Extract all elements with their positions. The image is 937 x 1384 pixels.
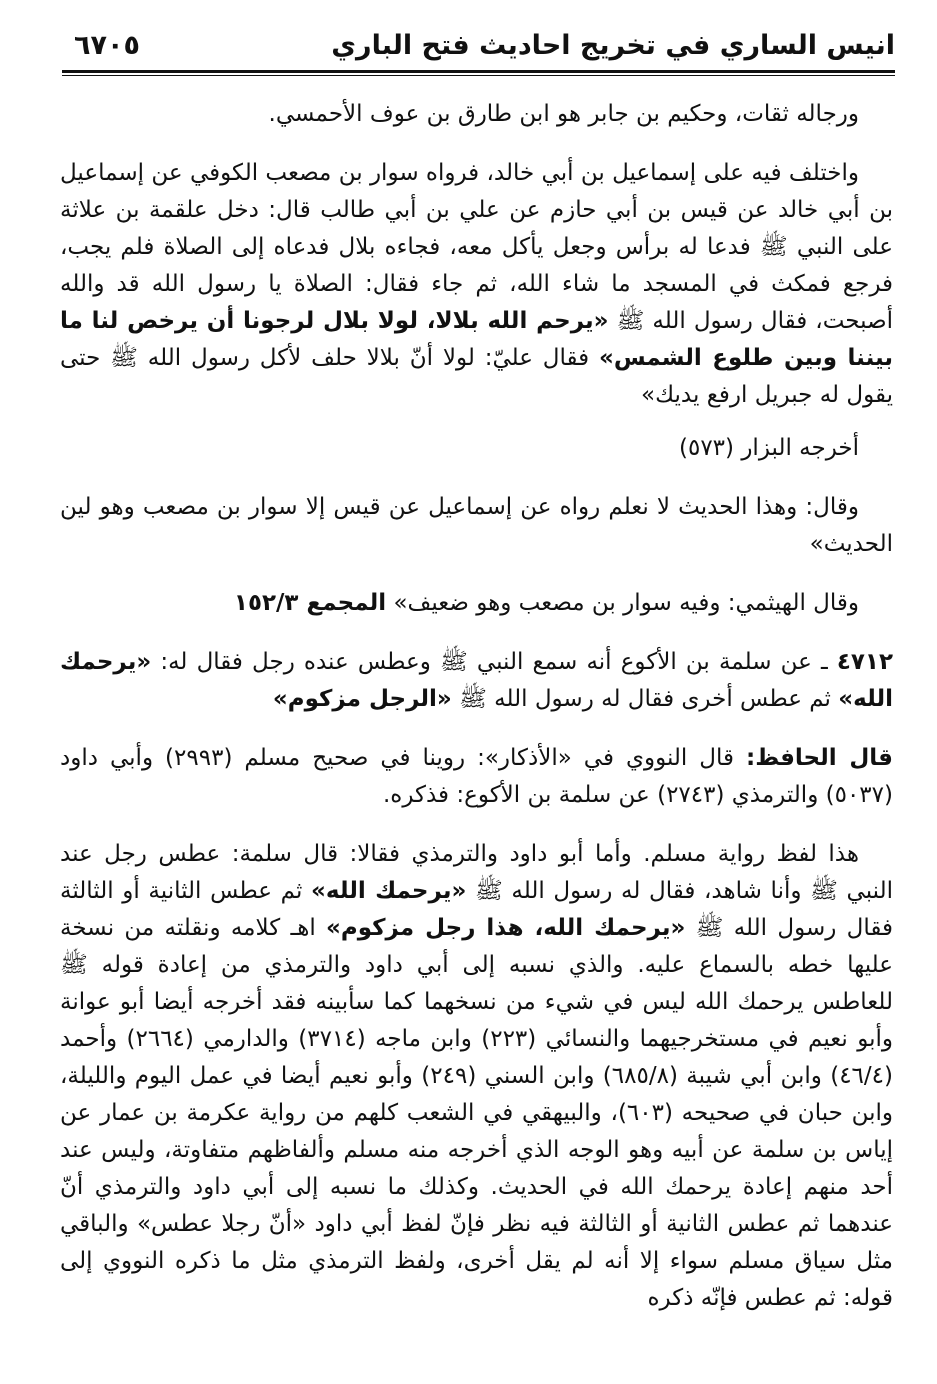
paragraph-text: قال النووي في «الأذكار»: روينا في صحيح مسلم (٢٩٩٣) وأبي داود (٥٠٣٧) والترمذي (٢٧٤٣) عن سلمة بن الأكوع: فذكره.: [60, 745, 893, 808]
paragraph-text: فقال عليّ: لولا أنّ بلالا حلف لأكل رسول الله ﷺ حتى يقول له جبريل ارفع يديك»: [60, 345, 893, 408]
paragraph-narrators: [60, 96, 893, 133]
header-divider: [62, 70, 895, 73]
paragraph-text: اهـ كلامه ونقلته من نسخة عليها خطه بالسماع عليه. والذي نسبه إلى أبي داود والترمذي من إعادة قوله ﷺ للعاطس يرحمك الله ليس في شيء من نسخهما كما سأبينه فقد أخرجه أيضا أبو عوانة وأبو نعيم في مستخرجيهما والنسائي (٢٢٣) وابن ماجه (٣٧١٤) والدارمي (٢٦٦٤) وأحمد (٤٦/٤) وابن أبي شيبة (٦٨٥/٨) وابن السني (٢٤٩) وأبو نعيم أيضا في عمل اليوم والليلة، وابن حبان في صحيحه (٦٠٣)، والبيهقي في الشعب كلهم من رواية عكرمة بن عمار عن إياس بن سلمة عن أبيه وهو الوجه الذي أخرجه منه مسلم وألفاظهم متفاوتة، وليس عند أحد منهم إعادة يرحمك الله في الحديث. وكذلك ما نسبه إلى أبي داود والترمذي أنّ عندهما ثم عطس الثانية أو الثالثة فيه نظر فإنّ لفظ أبي داود «أنّ رجلا عطس» والباقي مثل سياق مسلم سواء إلا أنه لم يقل أخرى، ولفظ الترمذي مثل ما ذكره النووي إلى قوله: ثم عطس فإنّه ذكره: [60, 915, 893, 1311]
citation-reference: المجمع ١٥٢/٣: [233, 590, 387, 616]
hadith-quote: «يرحمك الله»: [311, 878, 467, 904]
hadith-quote: «يرحمك الله، هذا رجل مزكوم»: [326, 915, 686, 941]
paragraph-text: هذا لفظ رواية مسلم. وأما أبو داود والترمذي فقالا: قال سلمة: عطس رجل عند النبي ﷺ وأنا شاهد، فقال له رسول الله ﷺ: [60, 841, 893, 904]
hadith-entry: [60, 644, 893, 718]
hadith-quote: «يرحمك الله»: [60, 649, 893, 712]
paragraph-text: وقال الهيثمي: وفيه سوار بن مصعب وهو ضعيف»: [386, 590, 859, 616]
paragraph-text: ثم عطس الثانية أو الثالثة فقال رسول الله ﷺ: [60, 878, 893, 941]
hadith-quote: «الرجل مزكوم»: [272, 686, 452, 712]
page-body: [60, 96, 893, 1333]
hadith-text: ـ عن سلمة بن الأكوع أنه سمع النبي ﷺ وعطس عنده رجل فقال له:: [151, 649, 837, 675]
paragraph-text: وقال: وهذا الحديث لا نعلم رواه عن إسماعيل عن قيس إلا سوار بن مصعب وهو لين الحديث»: [60, 494, 893, 557]
hadith-text: ثم عطس أخرى فقال له رسول الله ﷺ: [451, 686, 839, 712]
header-divider-thin: [62, 75, 895, 76]
book-title: انيس الساري في تخريج احاديث فتح الباري: [331, 30, 895, 61]
paragraph-text: واختلف فيه على إسماعيل بن أبي خالد، فرواه سوار بن مصعب الكوفي عن إسماعيل بن أبي خالد عن قيس بن أبي حازم عن علي بن أبي طالب قال: دخل علقمة بن علاثة على النبي ﷺ فدعا له برأس وجعل يأكل معه، فجاءه بلال فدعاه إلى الصلاة فلم يجب، فرجع فمكث في المسجد ما شاء الله، ثم جاء فقال: الصلاة يا رسول الله قد والله أصبحت، فقال رسول الله ﷺ: [60, 160, 894, 334]
hadith-quote: «يرحم الله بلالا، لولا بلال لرجونا أن يرخص لنا ما بيننا وبين طلوع الشمس»: [60, 308, 893, 371]
hadith-number: ٤٧١٢: [836, 649, 893, 675]
paragraph-hafiz: [60, 740, 893, 814]
paragraph-haythami: [60, 585, 893, 622]
page-header: [62, 28, 895, 72]
hafiz-label: قال الحافظ:: [746, 745, 893, 771]
paragraph-disagreement: [60, 155, 893, 414]
paragraph-text: ورجاله ثقات، وحكيم بن جابر هو ابن طارق بن عوف الأحمسي.: [268, 101, 859, 127]
paragraph-text: أخرجه البزار (٥٧٣): [678, 435, 859, 461]
paragraph-source-bazzar: [60, 430, 893, 467]
paragraph-bazzar-comment: [60, 489, 893, 563]
paragraph-discussion: [60, 836, 893, 1317]
page-number: ٦٧٠٥: [74, 30, 140, 61]
